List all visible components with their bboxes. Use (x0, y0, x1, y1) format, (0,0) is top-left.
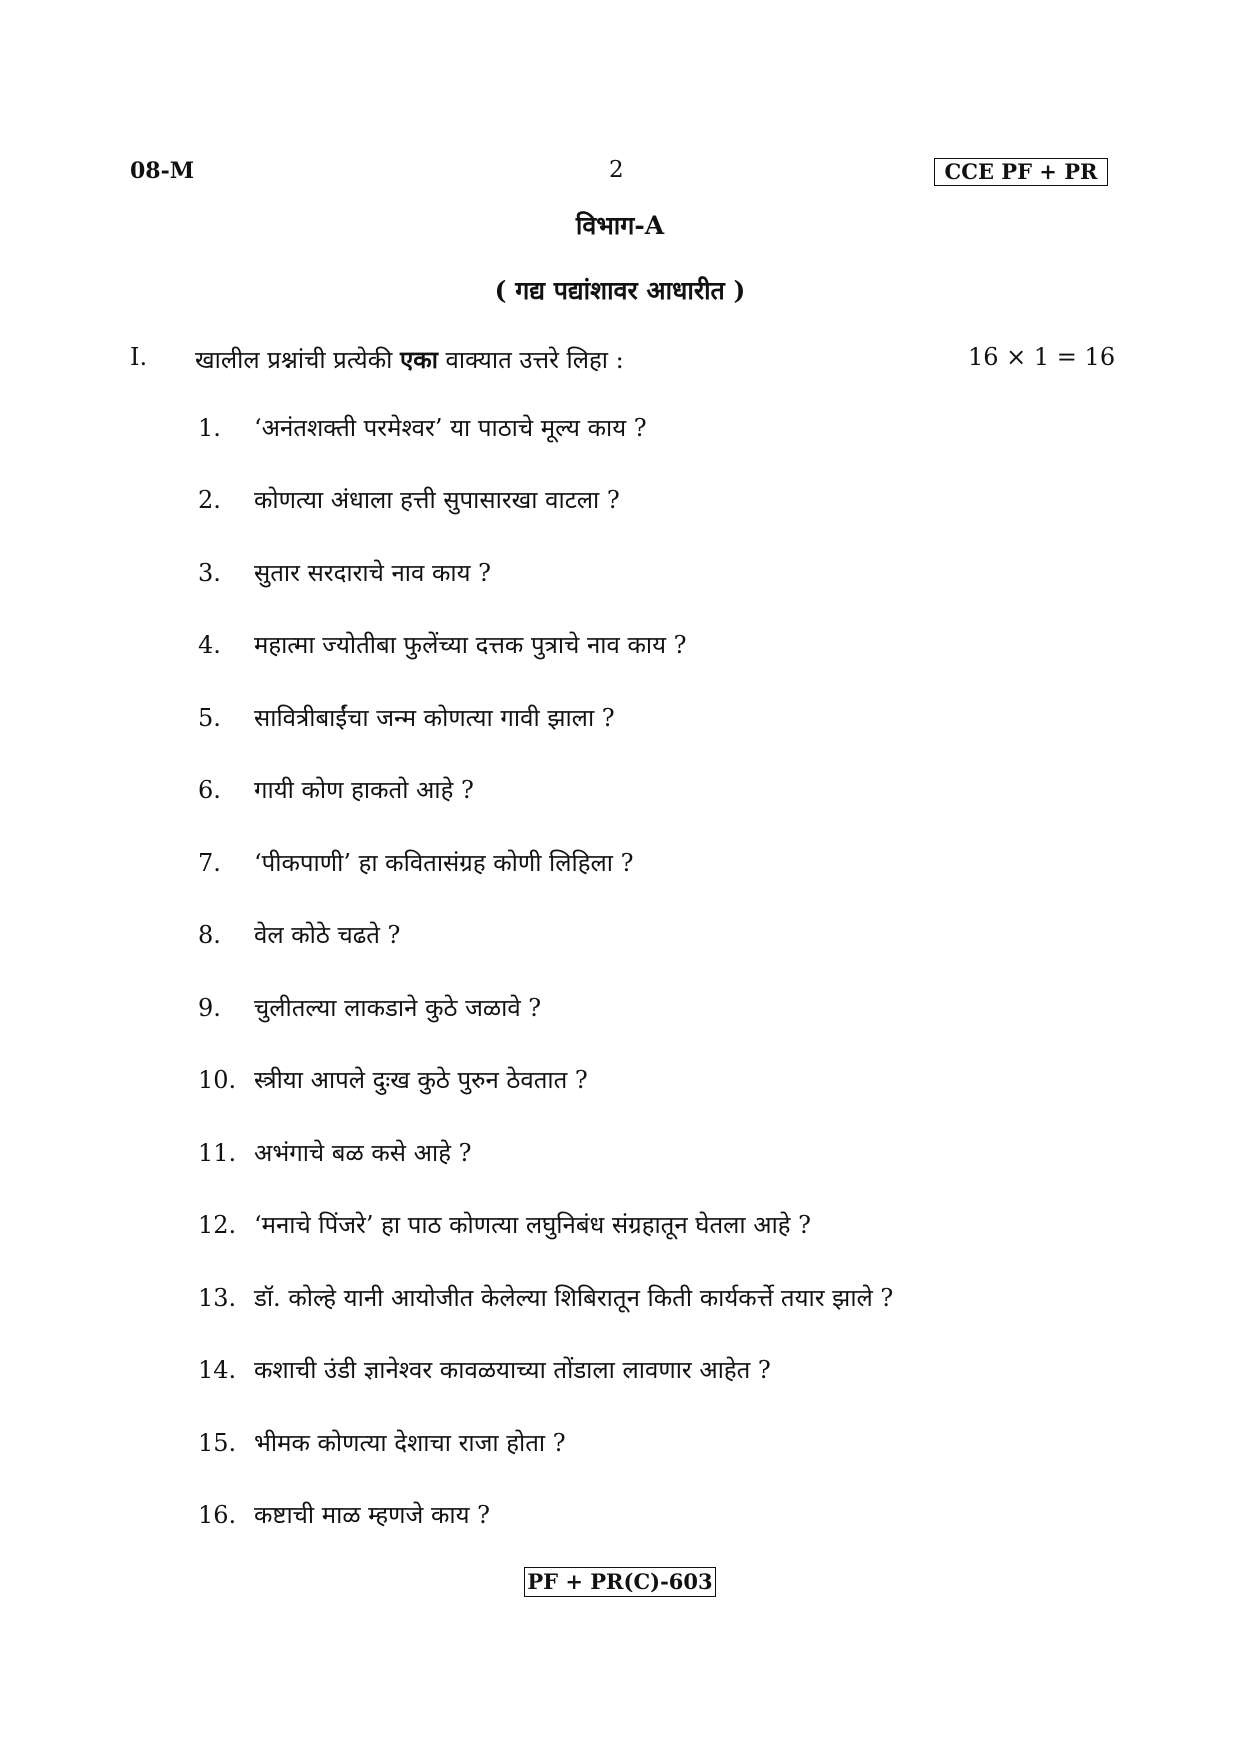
question-text: ‘मनाचे पिंजरे’ हा पाठ कोणत्या लघुनिबंध संग्रहातून घेतला आहे ? (254, 1211, 812, 1239)
question-text: कष्टाची माळ म्हणजे काय ? (254, 1501, 491, 1529)
question-text: स्त्रीया आपले दुःख कुठे पुरुन ठेवतात ? (254, 1066, 588, 1094)
instruction-part-1: खालील प्रश्नांची प्रत्येकी (195, 346, 400, 374)
question-number: 4. (198, 631, 221, 659)
question-item (198, 482, 620, 518)
question-text: अभंगाचे बळ कसे आहे ? (254, 1139, 472, 1167)
question-item (198, 1352, 771, 1388)
question-item (198, 1207, 811, 1243)
question-item (198, 990, 541, 1026)
question-text: चुलीतल्या लाकडाने कुठे जळावे ? (254, 994, 542, 1022)
question-item (198, 917, 400, 953)
paper-code-left: 08-M (130, 158, 195, 184)
question-number: 1. (198, 414, 221, 442)
marks-allocation: 16 × 1 = 16 (968, 343, 1116, 371)
question-item (198, 1062, 588, 1098)
question-text: भीमक कोणत्या देशाचा राजा होता ? (254, 1429, 566, 1457)
question-text: डॉ. कोल्हे यानी आयोजीत केलेल्या शिबिरातून किती कार्यकर्त्ते तयार झाले ? (254, 1284, 894, 1312)
question-number: 5. (198, 704, 221, 732)
question-item (198, 700, 615, 736)
question-number: 2. (198, 486, 221, 514)
question-number: 3. (198, 559, 221, 587)
question-text: गायी कोण हाकतो आहे ? (254, 776, 474, 804)
question-number: 6. (198, 776, 221, 804)
question-text: कोणत्या अंधाला हत्ती सुपासारखा वाटला ? (254, 486, 620, 514)
question-item (198, 772, 474, 808)
question-number: 14. (198, 1356, 237, 1384)
question-number: 9. (198, 994, 221, 1022)
section-title: विभाग-A (575, 211, 665, 240)
question-number: 16. (198, 1501, 237, 1529)
question-number: 13. (198, 1284, 237, 1312)
question-number: 15. (198, 1429, 237, 1457)
question-text: सावित्रीबाईंचा जन्म कोणत्या गावी झाला ? (254, 704, 615, 732)
question-item (198, 555, 491, 591)
question-text: ‘पीकपाणी’ हा कवितासंग्रह कोणी लिहिला ? (254, 849, 634, 877)
question-number: 12. (198, 1211, 237, 1239)
question-item (198, 1425, 566, 1461)
question-item (198, 1135, 471, 1171)
question-text: ‘अनंतशक्ती परमेश्वर’ या पाठाचे मूल्य काय ? (254, 414, 647, 442)
question-item (198, 627, 687, 663)
footer-code-box: PF + PR(C)-603 (524, 1567, 716, 1597)
question-item (198, 410, 647, 446)
question-item (198, 1280, 893, 1316)
question-text: महात्मा ज्योतीबा फुलेंच्या दत्तक पुत्राचे नाव काय ? (254, 631, 687, 659)
instruction-part-2: वाक्यात उत्तरे लिहा : (437, 346, 624, 374)
question-item (198, 845, 633, 881)
section-subtitle: ( गद्य पद्यांशावर आधारीत ) (494, 276, 746, 305)
question-text: कशाची उंडी ज्ञानेश्वर कावळयाच्या तोंडाला लावणार आहेत ? (254, 1356, 771, 1384)
page-number: 2 (609, 157, 624, 183)
question-item (198, 1497, 490, 1533)
question-text: सुतार सरदाराचे नाव काय ? (254, 559, 492, 587)
question-number: 8. (198, 921, 221, 949)
question-number: 11. (198, 1139, 237, 1167)
instruction-bold-word: एका (399, 345, 438, 374)
question-number: 10. (198, 1066, 237, 1094)
paper-code-right-box: CCE PF + PR (934, 158, 1108, 186)
question-text: वेल कोठे चढते ? (254, 921, 401, 949)
question-number: 7. (198, 849, 221, 877)
question-roman-number: I. (130, 343, 148, 371)
question-instruction (195, 343, 624, 376)
